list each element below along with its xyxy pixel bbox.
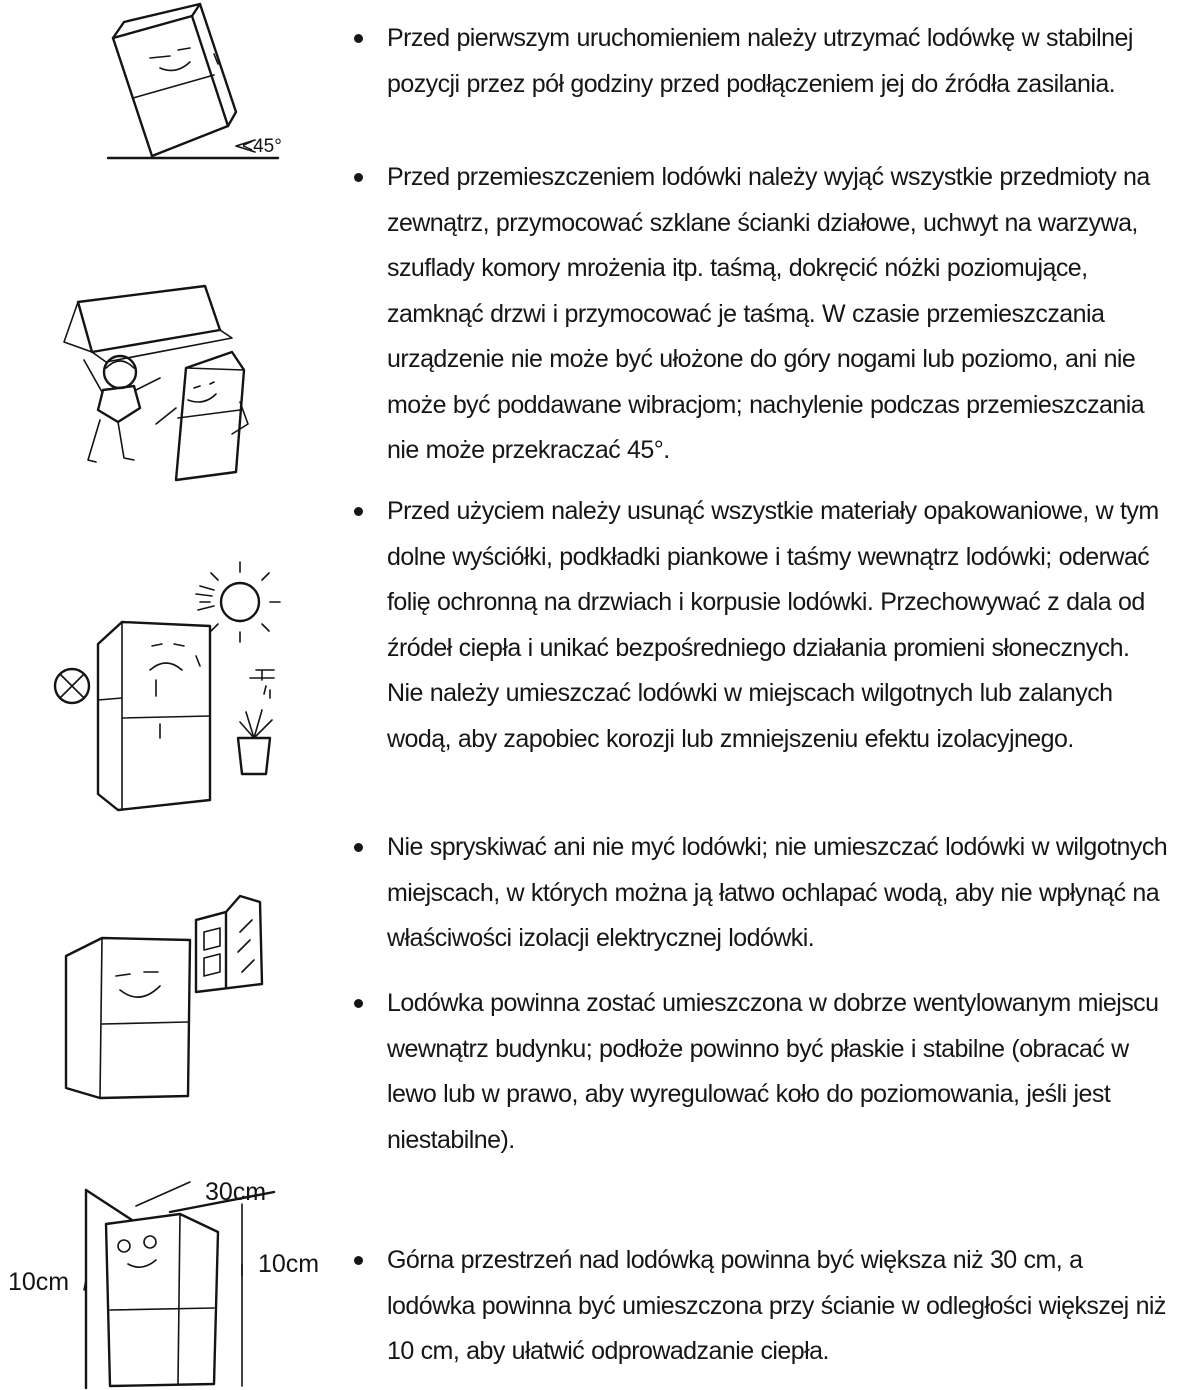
bullet-icon <box>354 34 363 43</box>
instruction-item-5 <box>354 981 1172 1163</box>
instruction-item-6 <box>354 1238 1172 1375</box>
right-clearance-label: 10cm <box>258 1250 320 1278</box>
bullet-icon <box>354 507 363 516</box>
bullet-icon <box>354 173 363 182</box>
plant-pot-icon <box>238 710 272 774</box>
box-icon <box>64 286 232 362</box>
bullet-icon <box>354 1256 363 1265</box>
sun-icon <box>196 562 280 642</box>
tilted-fridge-icon <box>113 4 236 156</box>
person-carrying-icon <box>84 356 160 462</box>
clearance-fridge-icon <box>106 1214 218 1386</box>
tilted-fridge-illustration <box>0 0 300 175</box>
window-fridge-illustration <box>0 880 300 1100</box>
instruction-item-4 <box>354 825 1172 962</box>
sad-fridge-icon <box>98 622 210 810</box>
instruction-text: Przed przemieszczeniem lodówki należy wyjąć wszystkie przedmioty na zewnątrz, przymocować szklane ścianki działowe, uchwyt na warzywa, szuflady komory mrożenia itp. taśmą, dokręcić nóżki poziomujące, zamknąć drzwi i przymocować je taśmą. W czasie przemieszczania urządzenie nie może być ułożone do góry nogami lub poziomo, ani nie może być poddawane wibracjom; nachylenie podczas przemieszczania nie może przekraczać 45°. <box>387 163 1150 464</box>
bullet-icon <box>354 843 363 852</box>
instruction-item-3 <box>354 489 1172 762</box>
smiling-fridge-icon <box>66 938 190 1098</box>
instruction-text: Przed pierwszym uruchomieniem należy utrzymać lodówkę w stabilnej pozycji przez pół godziny przed podłączeniem jej do źródła zasilania. <box>387 24 1133 98</box>
moving-fridge-illustration <box>0 290 300 490</box>
instruction-text: Górna przestrzeń nad lodówką powinna być większa niż 30 cm, a lodówka powinna być umieszczona przy ścianie w odległości większej niż 10 cm, aby ułatwić odprowadzanie ciepła. <box>387 1246 1166 1365</box>
faucet-icon <box>250 670 274 698</box>
prohibited-icon <box>55 669 89 703</box>
clearance-arrow-top <box>136 1182 190 1206</box>
instruction-item-2 <box>354 155 1172 474</box>
tilt-angle-label: <45° <box>242 136 282 157</box>
walking-fridge-icon <box>156 352 248 480</box>
clearance-diagram-illustration <box>0 1160 340 1390</box>
instruction-text: Lodówka powinna zostać umieszczona w dobrze wentylowanym miejscu wewnątrz budynku; podłoże powinno być płaskie i stabilne (obracać w lewo lub w prawo, aby wyregulować koło do poziomowania, jeśli jest niestabilne). <box>387 989 1159 1154</box>
left-clearance-label: 10cm <box>8 1268 70 1296</box>
instruction-text: Nie spryskiwać ani nie myć lodówki; nie umieszczać lodówki w wilgotnych miejscach, w których można ją łatwo ochlapać wodą, aby nie wpłynąć na właściwości izolacji elektrycznej lodówki. <box>387 833 1168 952</box>
prohibited-placement-illustration <box>0 560 300 820</box>
window-icon <box>196 896 262 992</box>
bullet-icon <box>354 999 363 1008</box>
instruction-item-1 <box>354 16 1172 107</box>
top-clearance-label: 30cm <box>205 1178 267 1206</box>
instruction-text: Przed użyciem należy usunąć wszystkie materiały opakowaniowe, w tym dolne wyściółki, podkładki piankowe i taśmy wewnątrz lodówki; oderwać folię ochronną na drzwiach i korpusie lodówki. Przechowywać z dala od źródeł ciepła i unikać bezpośredniego działania promieni słonecznych. Nie należy umieszczać lodówki w miejscach wilgotnych lub zalanych wodą, aby zapobiec korozji lub zmniejszeniu efektu izolacyjnego. <box>387 497 1159 753</box>
